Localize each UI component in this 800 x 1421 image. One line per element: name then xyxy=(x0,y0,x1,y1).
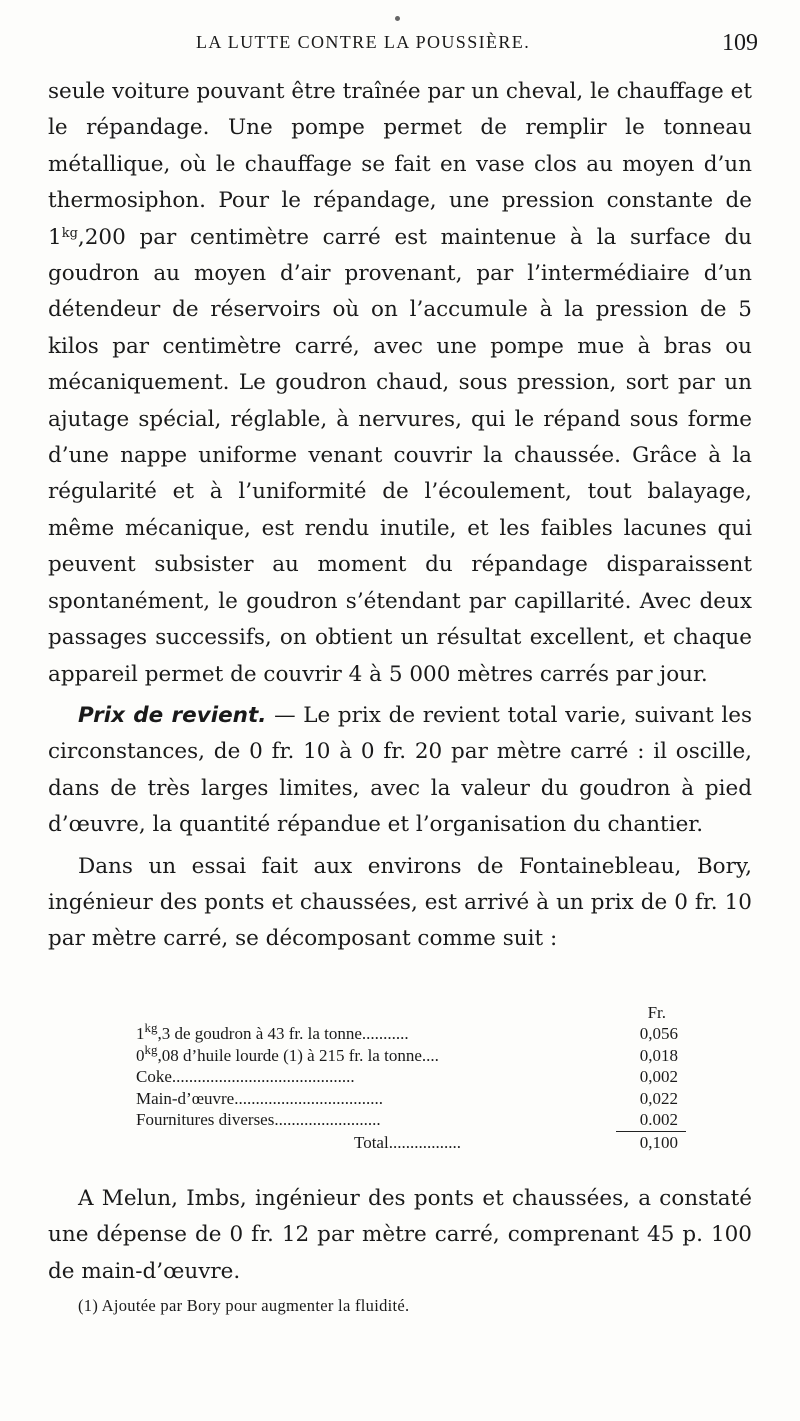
main-text xyxy=(48,74,752,958)
footnote: (1) Ajoutée par Bory pour augmenter la fluidité. xyxy=(78,1296,410,1315)
running-title: LA LUTTE CONTRE LA POUSSIÈRE. xyxy=(196,32,531,52)
paragraph-fontainebleau: Dans un essai fait aux environs de Fontainebleau, Bory, ingénieur des ponts et chaussées, est arrivé à un prix de 0 fr. 10 par mètre carré, se décomposant comme suit : xyxy=(48,853,752,952)
paragraph-continuation: seule voiture pouvant être traînée par un cheval, le chauffage et le répandage. Une pompe permet de remplir le tonneau métallique, où le chauffage se fait en vase clos au moyen d’un thermosiphon. Pour le répandage, une pression constante de $1^{kg},200$ par centimètre carré est maintenue à la surface du goudron au moyen d’air provenant, par l’intermédiaire d’un détendeur de réservoirs où on l’accumule à la pression de 5 kilos par centimètre carré, avec une pompe mue à bras ou mécaniquement. Le goudron chaud, sous pression, sort par un ajutage spécial, réglable, à nervures, qui le répand sous forme d’une nappe uniforme venant couvrir la chaussée. Grâce à la régularité et à l’uniformité de l’écoulement, tout balayage, même mécanique, est rendu inutile, et les faibles lacunes qui peuvent subsister au moment du répandage disparaissent spontanément, le goudron s’étendant par capillarité. Avec deux passages successifs, on obtient un résultat excellent, et chaque appareil permet de couvrir 4 à 5 000 mètres carrés par jour. xyxy=(48,79,752,687)
table-total-row: Total................. 0,100 xyxy=(354,1132,678,1152)
section-heading: Prix de revient. xyxy=(78,702,267,728)
printer-dot xyxy=(395,16,400,21)
paragraph-prix-de-revient: Prix de revient. — Le prix de revient total varie, suivant les circonstances, de 0 fr. 10 à 0 fr. 20 par mètre carré : il oscille, dans de très larges limites, avec la valeur du goudron à pied d’œuvre, la quantité répandue et l’organisation du chantier. xyxy=(48,702,752,838)
table-row: Main-d’œuvre................................... 0,022 xyxy=(136,1088,678,1108)
table-row: $0^{kg},08$ d’huile lourde (1) à 215 fr. la tonne.... 0,018 xyxy=(136,1044,678,1065)
table-row: Coke........................................... 0,002 xyxy=(136,1067,678,1087)
cost-table xyxy=(136,1003,686,1154)
table-row: Fournitures diverses......................... 0.002 xyxy=(136,1110,678,1130)
table-row: $1^{kg},3$ de goudron à 43 fr. la tonne........... 0,056 xyxy=(136,1023,678,1043)
page-header xyxy=(0,32,800,68)
currency-header: Fr. xyxy=(647,1003,666,1022)
main-text-continued xyxy=(48,1181,752,1290)
page-number: 109 xyxy=(722,30,758,56)
paragraph-melun: A Melun, Imbs, ingénieur des ponts et chaussées, a constaté une dépense de 0 fr. 12 par mètre carré, comprenant 45 p. 100 de main-d’œuvre. xyxy=(48,1186,752,1284)
